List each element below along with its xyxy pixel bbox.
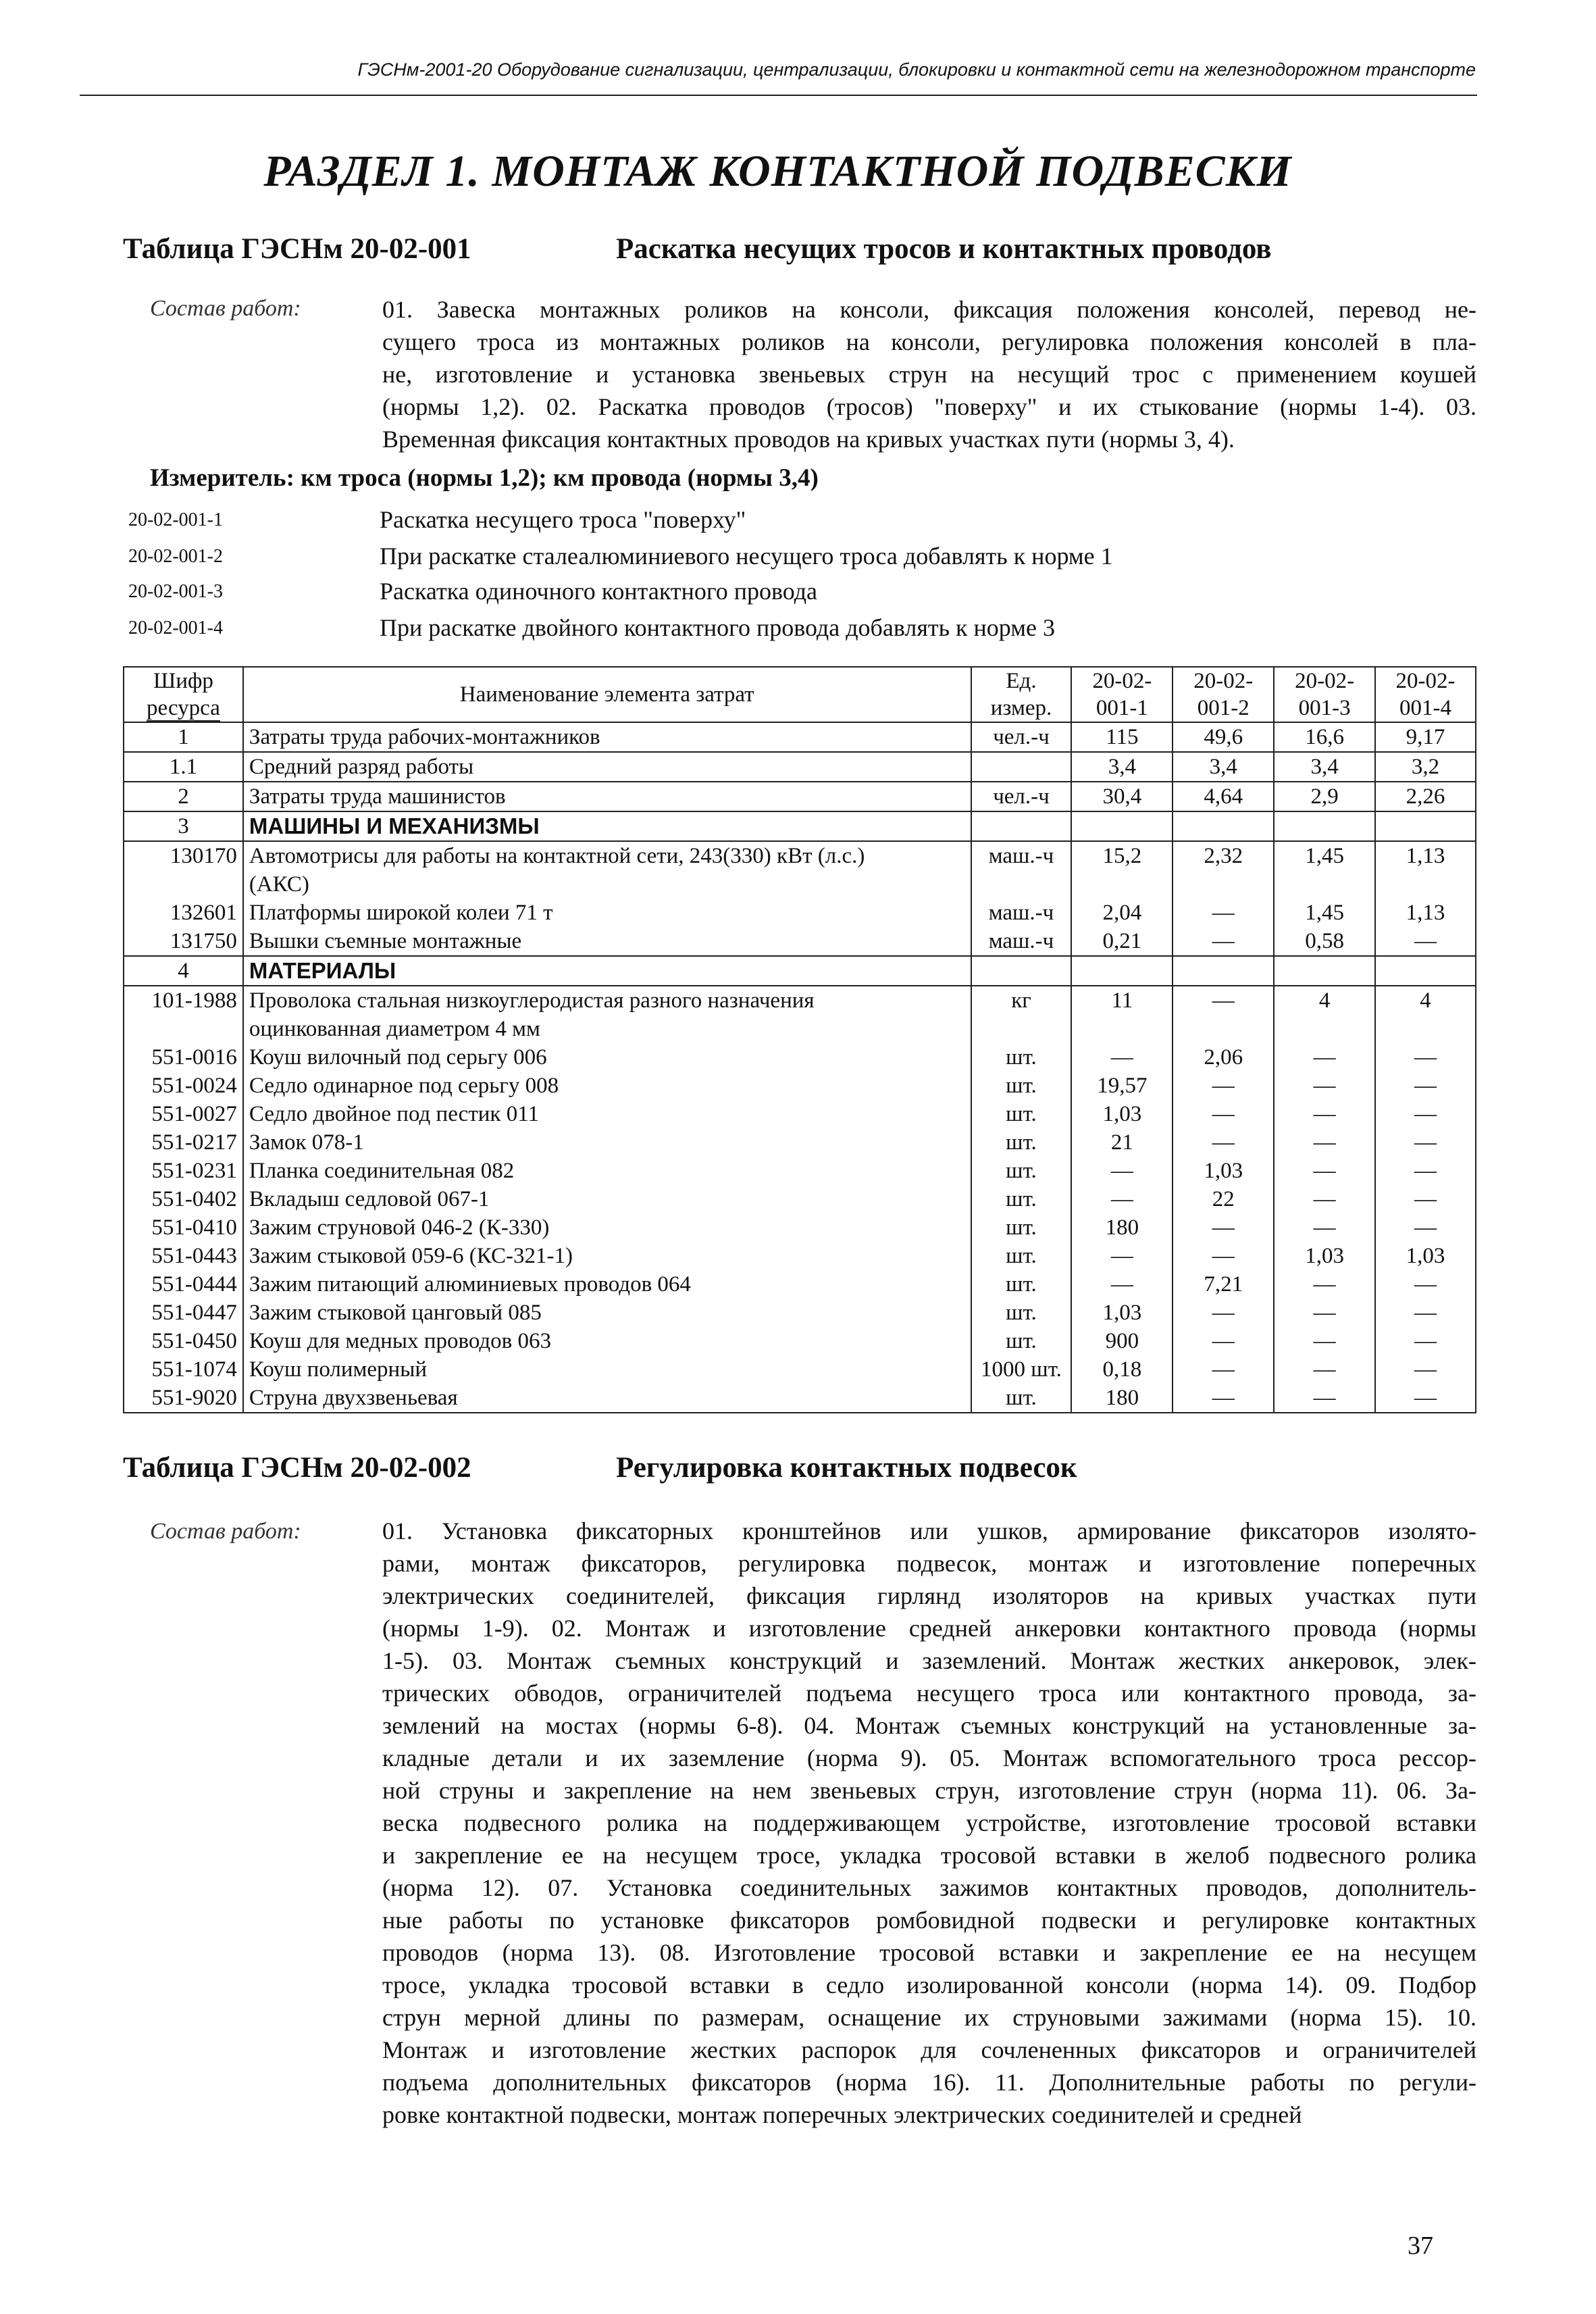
cell-resource-name bbox=[243, 899, 971, 927]
cell-norm-value-3: 1,45 bbox=[1274, 899, 1375, 927]
cell-norm-value-2: 2,32 bbox=[1173, 841, 1274, 899]
cell-norm-value-4: 3,2 bbox=[1375, 752, 1476, 782]
cell-resource-name bbox=[243, 956, 971, 986]
cell-norm-value-2: 3,4 bbox=[1173, 752, 1274, 782]
paragraph-line: землений на мостах (нормы 6-8). 04. Монтаж съемных конструкций на установленные за- bbox=[382, 1712, 1476, 1739]
cell-norm-value-1: — bbox=[1071, 1043, 1173, 1072]
cell-norm-value-2 bbox=[1173, 811, 1274, 841]
table1-title: Раскатка несущих тросов и контактных проводов bbox=[616, 233, 1272, 265]
cell-norm-value-3: 0,58 bbox=[1274, 927, 1375, 956]
cell-name-line: Седло двойное под пестик 011 bbox=[249, 1102, 539, 1126]
table-row bbox=[124, 927, 1476, 956]
cell-resource-name bbox=[243, 1100, 971, 1128]
cell-norm-value-1: 900 bbox=[1071, 1327, 1173, 1355]
cell-norm-value-2: — bbox=[1173, 1213, 1274, 1242]
cell-norm-value-3: — bbox=[1274, 1213, 1375, 1242]
table-row bbox=[124, 1213, 1476, 1242]
cell-unit bbox=[971, 811, 1072, 841]
paragraph-line: электрических соединителей, фиксация гирлянд изоляторов на кривых участках пути bbox=[382, 1582, 1476, 1609]
cell-norm-value-1: 19,57 bbox=[1071, 1072, 1173, 1100]
cell-norm-value-2: — bbox=[1173, 927, 1274, 956]
table-row bbox=[124, 1072, 1476, 1100]
cell-unit: шт. bbox=[971, 1213, 1072, 1242]
cell-unit: шт. bbox=[971, 1299, 1072, 1327]
cell-norm-value-3: — bbox=[1274, 1384, 1375, 1413]
cell-unit: чел.-ч bbox=[971, 722, 1072, 752]
cell-resource-name bbox=[243, 986, 971, 1043]
norm-code: 20-02-001-2 bbox=[128, 546, 223, 567]
paragraph-line: рами, монтаж фиксаторов, регулировка подвесок, монтаж и изготовление поперечных bbox=[382, 1550, 1476, 1577]
paragraph-line: и закрепление ее на несущем тросе, укладка тросовой вставки в желоб подвесного ролика bbox=[382, 1842, 1476, 1869]
cell-resource-name bbox=[243, 1355, 971, 1384]
cell-name-line: Коуш для медных проводов 063 bbox=[249, 1329, 552, 1353]
cell-norm-value-4: — bbox=[1375, 1072, 1476, 1100]
table-row bbox=[124, 1270, 1476, 1299]
cell-norm-value-2: 49,6 bbox=[1173, 722, 1274, 752]
table1-measure: Измеритель: км троса (нормы 1,2); км провода (нормы 3,4) bbox=[150, 464, 819, 492]
cell-name-line: Замок 078-1 bbox=[249, 1130, 364, 1155]
cell-norm-value-2: — bbox=[1173, 1299, 1274, 1327]
header-norm-3: 20-02- 001-3 bbox=[1274, 667, 1375, 722]
cell-norm-value-1: 3,4 bbox=[1071, 752, 1173, 782]
header-rule bbox=[80, 95, 1477, 96]
cell-norm-value-1: 15,2 bbox=[1071, 841, 1173, 899]
cell-norm-value-2: 1,03 bbox=[1173, 1157, 1274, 1185]
table-row bbox=[124, 782, 1476, 811]
cell-norm-value-2: — bbox=[1173, 1384, 1274, 1413]
header-norm-4: 20-02- 001-4 bbox=[1375, 667, 1476, 722]
cell-name-line: Проволока стальная низкоуглеродистая разного назначения bbox=[249, 988, 815, 1013]
paragraph-line: ровке контактной подвески, монтаж поперечных электрических соединителей и средней bbox=[382, 2101, 1302, 2128]
cell-name-line: Зажим стыковой цанговый 085 bbox=[249, 1301, 542, 1325]
table1-work-description bbox=[382, 293, 1476, 455]
cell-resource-code: 551-0447 bbox=[124, 1299, 243, 1327]
paragraph-line: струн мерной длины по размерам, оснащение их струновыми зажимами (норма 15). 10. bbox=[382, 2004, 1476, 2031]
cell-unit: шт. bbox=[971, 1327, 1072, 1355]
table2-work-label: Состав работ: bbox=[150, 1519, 301, 1544]
page-number: 37 bbox=[1408, 2232, 1433, 2260]
cell-norm-value-3: — bbox=[1274, 1299, 1375, 1327]
cell-norm-value-2: — bbox=[1173, 899, 1274, 927]
cell-norm-value-4: 4 bbox=[1375, 986, 1476, 1043]
cell-norm-value-1: 21 bbox=[1071, 1128, 1173, 1157]
table-row bbox=[124, 986, 1476, 1043]
norm-code: 20-02-001-4 bbox=[128, 618, 223, 638]
cell-norm-value-4: — bbox=[1375, 1213, 1476, 1242]
cell-unit: шт. bbox=[971, 1157, 1072, 1185]
cell-norm-value-3: — bbox=[1274, 1185, 1375, 1213]
paragraph-line: сущего троса из монтажных роликов на консоли, регулировка положения консолей в пла- bbox=[382, 328, 1476, 355]
header-norm-1: 20-02- 001-1 bbox=[1071, 667, 1173, 722]
cell-resource-code: 551-0402 bbox=[124, 1185, 243, 1213]
cell-resource-code: 3 bbox=[124, 811, 243, 841]
cell-resource-code: 551-0444 bbox=[124, 1270, 243, 1299]
table2-heading bbox=[123, 1451, 1077, 1484]
cell-norm-value-4: 1,13 bbox=[1375, 841, 1476, 899]
cell-unit: маш.-ч bbox=[971, 899, 1072, 927]
cell-unit: шт. bbox=[971, 1185, 1072, 1213]
paragraph-line: 01. Завеска монтажных роликов на консоли, фиксация положения консолей, перевод не- bbox=[382, 296, 1476, 323]
paragraph-line: (нормы 1,2). 02. Раскатка проводов (тросов) "поверху" и их стыкование (нормы 1-4). 03. bbox=[382, 393, 1476, 420]
table1-header-row bbox=[124, 667, 1476, 722]
cell-norm-value-3 bbox=[1274, 811, 1375, 841]
cell-unit: маш.-ч bbox=[971, 841, 1072, 899]
cell-resource-code: 551-0450 bbox=[124, 1327, 243, 1355]
paragraph-line: тросе, укладка тросовой вставки в седло изолированной консоли (норма 14). 09. Подбор bbox=[382, 1971, 1476, 1998]
table-row bbox=[124, 899, 1476, 927]
cell-norm-value-3: — bbox=[1274, 1072, 1375, 1100]
cell-norm-value-3: — bbox=[1274, 1355, 1375, 1384]
cell-resource-code: 132601 bbox=[124, 899, 243, 927]
cell-norm-value-4: 1,03 bbox=[1375, 1242, 1476, 1270]
header-code: Шифр ресурса bbox=[124, 667, 243, 722]
cell-norm-value-4: — bbox=[1375, 1043, 1476, 1072]
norm-code: 20-02-001-3 bbox=[128, 581, 223, 602]
table-row bbox=[124, 722, 1476, 752]
cell-unit: шт. bbox=[971, 1128, 1072, 1157]
paragraph-line: (нормы 1-9). 02. Монтаж и изготовление средней анкеровки контактного провода (нормы bbox=[382, 1615, 1476, 1642]
cell-name-line: Вкладыш седловой 067-1 bbox=[249, 1187, 490, 1211]
cell-name-line: оцинкованная диаметром 4 мм bbox=[249, 1017, 540, 1041]
cell-norm-value-2: — bbox=[1173, 1242, 1274, 1270]
cell-resource-code: 551-0217 bbox=[124, 1128, 243, 1157]
cell-name-line: Коуш полимерный bbox=[249, 1357, 428, 1382]
cell-name-line: Зажим стыковой 059-6 (КС-321-1) bbox=[249, 1244, 573, 1268]
cell-norm-value-2: 22 bbox=[1173, 1185, 1274, 1213]
cell-resource-code: 1 bbox=[124, 722, 243, 752]
cell-norm-value-4: — bbox=[1375, 927, 1476, 956]
cell-resource-name bbox=[243, 752, 971, 782]
table-row bbox=[124, 1128, 1476, 1157]
table1-work-label: Состав работ: bbox=[150, 296, 301, 321]
paragraph-line: не, изготовление и установка звеньевых струн на несущий трос с применением коушей bbox=[382, 361, 1476, 388]
cell-resource-name bbox=[243, 1043, 971, 1072]
cell-norm-value-3: 16,6 bbox=[1274, 722, 1375, 752]
table-row bbox=[124, 1299, 1476, 1327]
cell-norm-value-4: — bbox=[1375, 1270, 1476, 1299]
table-row bbox=[124, 752, 1476, 782]
cell-norm-value-1: — bbox=[1071, 1270, 1173, 1299]
cell-resource-code: 551-0027 bbox=[124, 1100, 243, 1128]
cell-resource-name bbox=[243, 841, 971, 899]
paragraph-line: трических обводов, ограничителей подъема несущего троса или контактного провода, за- bbox=[382, 1680, 1476, 1707]
cell-resource-code: 551-0024 bbox=[124, 1072, 243, 1100]
cell-resource-code: 551-0410 bbox=[124, 1213, 243, 1242]
cell-name-line: Зажим питающий алюминиевых проводов 064 bbox=[249, 1272, 691, 1297]
cell-norm-value-3: — bbox=[1274, 1157, 1375, 1185]
cell-resource-code: 551-1074 bbox=[124, 1355, 243, 1384]
cell-resource-code: 131750 bbox=[124, 927, 243, 956]
cell-norm-value-4: — bbox=[1375, 1299, 1476, 1327]
cell-unit: шт. bbox=[971, 1043, 1072, 1072]
cell-norm-value-1: 1,03 bbox=[1071, 1299, 1173, 1327]
cell-norm-value-2: — bbox=[1173, 1128, 1274, 1157]
cell-name-line: (АКС) bbox=[249, 872, 309, 897]
table-row bbox=[124, 1355, 1476, 1384]
cell-norm-value-4 bbox=[1375, 811, 1476, 841]
table2-title: Регулировка контактных подвесок bbox=[616, 1452, 1077, 1484]
header-unit: Ед. измер. bbox=[971, 667, 1072, 722]
cell-norm-value-3: 3,4 bbox=[1274, 752, 1375, 782]
cell-norm-value-2: — bbox=[1173, 1072, 1274, 1100]
cell-norm-value-2 bbox=[1173, 956, 1274, 986]
cell-norm-value-3 bbox=[1274, 956, 1375, 986]
cell-resource-name bbox=[243, 1299, 971, 1327]
cell-norm-value-3: 2,9 bbox=[1274, 782, 1375, 811]
table-row bbox=[124, 1157, 1476, 1185]
norm-code: 20-02-001-1 bbox=[128, 509, 223, 530]
cell-norm-value-1: 0,18 bbox=[1071, 1355, 1173, 1384]
cell-name-line: Вышки съемные монтажные bbox=[249, 929, 522, 953]
cell-resource-code: 551-0443 bbox=[124, 1242, 243, 1270]
cell-name-line: Седло одинарное под серьгу 008 bbox=[249, 1074, 559, 1098]
cell-resource-name bbox=[243, 927, 971, 956]
cell-norm-value-1: — bbox=[1071, 1242, 1173, 1270]
paragraph-line: 01. Установка фиксаторных кронштейнов или ушков, армирование фиксаторов изолято- bbox=[382, 1517, 1476, 1544]
cell-unit: чел.-ч bbox=[971, 782, 1072, 811]
cell-norm-value-2: — bbox=[1173, 1100, 1274, 1128]
cell-resource-name bbox=[243, 1270, 971, 1299]
cell-norm-value-3: — bbox=[1274, 1327, 1375, 1355]
table-row bbox=[124, 1043, 1476, 1072]
cell-resource-name bbox=[243, 811, 971, 841]
header-norm-2: 20-02- 001-2 bbox=[1173, 667, 1274, 722]
cell-norm-value-3: — bbox=[1274, 1100, 1375, 1128]
paragraph-line: (норма 12). 07. Установка соединительных зажимов контактных проводов, дополнитель- bbox=[382, 1874, 1476, 1901]
paragraph-line: 1-5). 03. Монтаж съемных конструкций и заземлений. Монтаж жестких анкеровок, элек- bbox=[382, 1647, 1476, 1674]
paragraph-line: ной струны и закрепление на нем звеньевых струн, изготовление струн (норма 11). 06. За- bbox=[382, 1777, 1476, 1804]
cell-unit: шт. bbox=[971, 1384, 1072, 1413]
cell-resource-code: 551-9020 bbox=[124, 1384, 243, 1413]
cell-norm-value-1 bbox=[1071, 956, 1173, 986]
cell-norm-value-2: — bbox=[1173, 1327, 1274, 1355]
cell-resource-code: 101-1988 bbox=[124, 986, 243, 1043]
cell-unit bbox=[971, 956, 1072, 986]
norm-text: Раскатка одиночного контактного провода bbox=[380, 578, 817, 605]
cell-name-line: Средний разряд работы bbox=[249, 755, 474, 779]
cell-norm-value-4: — bbox=[1375, 1128, 1476, 1157]
cell-norm-value-3: — bbox=[1274, 1128, 1375, 1157]
cell-resource-name bbox=[243, 722, 971, 752]
cell-unit bbox=[971, 752, 1072, 782]
cell-norm-value-4: — bbox=[1375, 1355, 1476, 1384]
table1-resources bbox=[123, 666, 1476, 1413]
cell-name-line: Платформы широкой колеи 71 т bbox=[249, 901, 553, 925]
cell-norm-value-1: 115 bbox=[1071, 722, 1173, 752]
cell-norm-value-4: 2,26 bbox=[1375, 782, 1476, 811]
cell-norm-value-2: — bbox=[1173, 1355, 1274, 1384]
cell-resource-name bbox=[243, 1384, 971, 1413]
cell-unit: шт. bbox=[971, 1270, 1072, 1299]
table-row bbox=[124, 1185, 1476, 1213]
cell-norm-value-1: 11 bbox=[1071, 986, 1173, 1043]
table1-heading bbox=[123, 232, 1272, 266]
cell-norm-value-4: — bbox=[1375, 1327, 1476, 1355]
section-title: РАЗДЕЛ 1. МОНТАЖ КОНТАКТНОЙ ПОДВЕСКИ bbox=[263, 147, 1292, 196]
cell-norm-value-1: 2,04 bbox=[1071, 899, 1173, 927]
cell-name-line: Планка соединительная 082 bbox=[249, 1159, 515, 1183]
cell-norm-value-4: — bbox=[1375, 1384, 1476, 1413]
cell-resource-name bbox=[243, 1157, 971, 1185]
table2-work-description bbox=[382, 1515, 1476, 2131]
cell-resource-name bbox=[243, 782, 971, 811]
cell-resource-code: 1.1 bbox=[124, 752, 243, 782]
cell-resource-code: 130170 bbox=[124, 841, 243, 899]
cell-norm-value-1: 30,4 bbox=[1071, 782, 1173, 811]
norm-text: При раскатке двойного контактного провода добавлять к норме 3 bbox=[380, 614, 1056, 641]
cell-resource-code: 551-0231 bbox=[124, 1157, 243, 1185]
cell-unit: шт. bbox=[971, 1072, 1072, 1100]
cell-name-line: Затраты труда рабочих-монтажников bbox=[249, 725, 600, 749]
cell-resource-name bbox=[243, 1242, 971, 1270]
table-row bbox=[124, 1242, 1476, 1270]
table2-code: Таблица ГЭСНм 20-02-002 bbox=[123, 1452, 471, 1484]
cell-name-line: Зажим струновой 046-2 (К-330) bbox=[249, 1215, 550, 1240]
cell-resource-name bbox=[243, 1213, 971, 1242]
cell-name-line: Коуш вилочный под серьгу 006 bbox=[249, 1045, 547, 1070]
cell-norm-value-3: — bbox=[1274, 1043, 1375, 1072]
cell-norm-value-3: — bbox=[1274, 1270, 1375, 1299]
cell-name-line: Струна двухзвеньевая bbox=[249, 1386, 458, 1410]
cell-norm-value-4: — bbox=[1375, 1100, 1476, 1128]
cell-norm-value-1: 1,03 bbox=[1071, 1100, 1173, 1128]
cell-norm-value-4 bbox=[1375, 956, 1476, 986]
cell-norm-value-3: 1,03 bbox=[1274, 1242, 1375, 1270]
cell-unit: шт. bbox=[971, 1100, 1072, 1128]
cell-name-line: Затраты труда машинистов bbox=[249, 784, 506, 809]
cell-name-line: Автомотрисы для работы на контактной сети, 243(330) кВт (л.с.) bbox=[249, 844, 865, 868]
paragraph-line: кладные детали и их заземление (норма 9). 05. Монтаж вспомогательного троса рессор- bbox=[382, 1744, 1476, 1771]
table-section-row bbox=[124, 956, 1476, 986]
cell-resource-code: 2 bbox=[124, 782, 243, 811]
cell-resource-code: 551-0016 bbox=[124, 1043, 243, 1072]
cell-norm-value-2: 2,06 bbox=[1173, 1043, 1274, 1072]
cell-norm-value-1: — bbox=[1071, 1185, 1173, 1213]
header-name: Наименование элемента затрат bbox=[243, 667, 971, 722]
table-section-row bbox=[124, 811, 1476, 841]
cell-norm-value-1 bbox=[1071, 811, 1173, 841]
paragraph-line: ные работы по установке фиксаторов ромбовидной подвески и регулировке контактных bbox=[382, 1907, 1476, 1934]
table-row bbox=[124, 841, 1476, 899]
cell-norm-value-4: — bbox=[1375, 1185, 1476, 1213]
cell-norm-value-4: — bbox=[1375, 1157, 1476, 1185]
table-row bbox=[124, 1327, 1476, 1355]
cell-norm-value-2: 4,64 bbox=[1173, 782, 1274, 811]
cell-norm-value-4: 1,13 bbox=[1375, 899, 1476, 927]
paragraph-line: подъема дополнительных фиксаторов (норма 16). 11. Дополнительные работы по регули- bbox=[382, 2069, 1476, 2096]
running-header: ГЭСНм-2001-20 Оборудование сигнализации, централизации, блокировки и контактной сети на железнодорожном транспорте bbox=[357, 59, 1476, 80]
cell-norm-value-4: 9,17 bbox=[1375, 722, 1476, 752]
cell-resource-name bbox=[243, 1327, 971, 1355]
cell-name-line: МАТЕРИАЛЫ bbox=[249, 958, 396, 983]
paragraph-line: проводов (норма 13). 08. Изготовление тросовой вставки и закрепление ее на несущем bbox=[382, 1939, 1476, 1966]
cell-norm-value-1: 180 bbox=[1071, 1213, 1173, 1242]
paragraph-line: Монтаж и изготовление жестких распорок для сочлененных фиксаторов и ограничителей bbox=[382, 2036, 1476, 2063]
table1-code: Таблица ГЭСНм 20-02-001 bbox=[123, 233, 471, 265]
cell-norm-value-1: — bbox=[1071, 1157, 1173, 1185]
cell-resource-code: 4 bbox=[124, 956, 243, 986]
paragraph-line: Временная фиксация контактных проводов на кривых участках пути (нормы 3, 4). bbox=[382, 426, 1235, 453]
cell-unit: маш.-ч bbox=[971, 927, 1072, 956]
cell-resource-name bbox=[243, 1185, 971, 1213]
cell-norm-value-3: 4 bbox=[1274, 986, 1375, 1043]
norm-text: При раскатке сталеалюминиевого несущего троса добавлять к норме 1 bbox=[380, 543, 1113, 570]
norm-text: Раскатка несущего троса "поверху" bbox=[380, 506, 746, 533]
cell-unit: кг bbox=[971, 986, 1072, 1043]
cell-norm-value-1: 180 bbox=[1071, 1384, 1173, 1413]
cell-name-line: МАШИНЫ И МЕХАНИЗМЫ bbox=[249, 813, 540, 838]
cell-norm-value-2: — bbox=[1173, 986, 1274, 1043]
paragraph-line: веска подвесного ролика на поддерживающем устройстве, изготовление тросовой вставки bbox=[382, 1809, 1476, 1836]
cell-unit: шт. bbox=[971, 1242, 1072, 1270]
cell-resource-name bbox=[243, 1072, 971, 1100]
cell-unit: 1000 шт. bbox=[971, 1355, 1072, 1384]
table-row bbox=[124, 1384, 1476, 1413]
cell-norm-value-2: 7,21 bbox=[1173, 1270, 1274, 1299]
cell-norm-value-1: 0,21 bbox=[1071, 927, 1173, 956]
cell-resource-name bbox=[243, 1128, 971, 1157]
table-row bbox=[124, 1100, 1476, 1128]
cell-norm-value-3: 1,45 bbox=[1274, 841, 1375, 899]
